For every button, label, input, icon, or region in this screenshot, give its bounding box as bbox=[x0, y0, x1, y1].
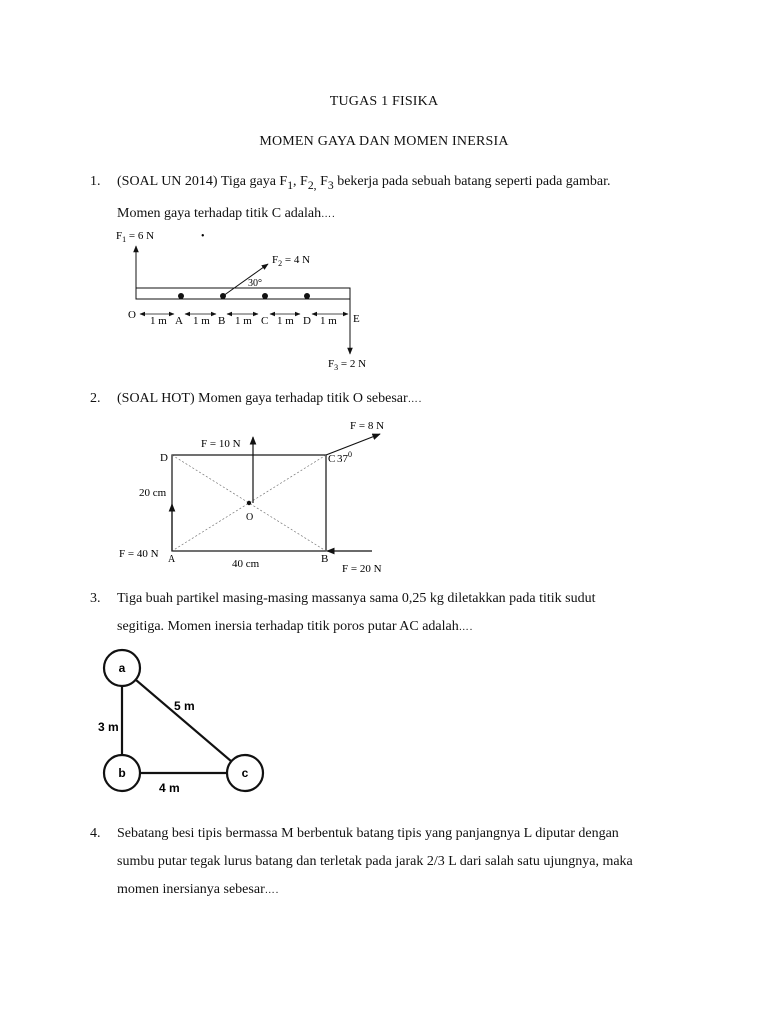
side-ac bbox=[122, 668, 245, 773]
ellipsis: …. bbox=[458, 622, 474, 633]
text-run: Momen gaya terhadap titik C adalah bbox=[117, 205, 322, 221]
center-label: O bbox=[246, 512, 254, 523]
document-subtitle: MOMEN GAYA DAN MOMEN INERSIA bbox=[259, 134, 509, 149]
segment-label: 1 m bbox=[320, 315, 337, 327]
point-label-c: C bbox=[261, 315, 269, 327]
question-line bbox=[117, 168, 690, 200]
segment-label: 1 m bbox=[193, 315, 210, 327]
figure-rectangle-forces bbox=[115, 415, 405, 580]
point-label-o: O bbox=[128, 309, 136, 321]
force-label-corner: F = 8 N bbox=[350, 420, 385, 432]
document-title: TUGAS 1 FISIKA bbox=[329, 94, 439, 109]
question-2 bbox=[90, 385, 690, 414]
text-run: bekerja pada sebuah batang seperti pada gambar. bbox=[333, 174, 611, 189]
text-run: , F bbox=[293, 174, 308, 189]
height-label: 20 cm bbox=[139, 487, 167, 499]
ellipsis: …. bbox=[407, 394, 423, 405]
question-text bbox=[117, 820, 690, 905]
force-label-bottom: F = 20 N bbox=[342, 563, 382, 575]
point-a-dot bbox=[178, 293, 184, 299]
point-d-dot bbox=[304, 293, 310, 299]
question-line: sumbu putar tegak lurus batang dan terletak pada jarak 2/3 L dari salah satu ujungnya, maka bbox=[117, 854, 633, 869]
stray-mark: • bbox=[201, 231, 205, 242]
question-text bbox=[117, 385, 690, 414]
side-label-ab: 3 m bbox=[98, 720, 119, 734]
point-label-b: B bbox=[218, 315, 226, 327]
subscript: 3 bbox=[327, 178, 334, 192]
particle-label-c: c bbox=[241, 766, 249, 780]
segment-label: 1 m bbox=[277, 315, 294, 327]
point-label-e: E bbox=[353, 313, 360, 325]
question-line: Sebatang besi tipis bermassa M berbentuk batang tipis yang panjangnya L diputar dengan bbox=[117, 826, 619, 841]
question-number: 1. bbox=[90, 174, 101, 189]
text-run: momen inersianya sebesar bbox=[117, 882, 265, 897]
figure-beam-forces bbox=[110, 224, 410, 374]
angle-label: 30° bbox=[248, 278, 262, 289]
subscript: 2, bbox=[307, 178, 317, 192]
question-line: Tiga buah partikel masing-masing massanya sama 0,25 kg diletakkan pada titik sudut bbox=[117, 591, 596, 606]
side-label-bc: 4 m bbox=[159, 781, 180, 795]
point-label-d: D bbox=[303, 315, 311, 327]
question-text bbox=[117, 168, 690, 229]
question-4 bbox=[90, 820, 690, 905]
question-line bbox=[117, 613, 690, 642]
question-text bbox=[117, 585, 690, 642]
corner-label-c: C bbox=[328, 453, 336, 465]
force-arrow-corner bbox=[326, 434, 380, 455]
force-label-top: F = 10 N bbox=[201, 438, 241, 450]
question-1 bbox=[90, 168, 690, 229]
question-number: 4. bbox=[90, 826, 101, 841]
question-number: 3. bbox=[90, 591, 101, 606]
segment-label: 1 m bbox=[235, 315, 252, 327]
width-label: 40 cm bbox=[232, 558, 260, 570]
question-number: 2. bbox=[90, 391, 101, 406]
corner-label-b: B bbox=[321, 553, 329, 565]
subscript: 1 bbox=[287, 178, 294, 192]
segment-label: 1 m bbox=[150, 315, 167, 327]
text-run: (SOAL HOT) Momen gaya terhadap titik O sebesar bbox=[117, 391, 408, 406]
angle-label: $37^0$ bbox=[337, 450, 352, 465]
ellipsis: …. bbox=[321, 208, 336, 220]
text-run: F bbox=[316, 174, 328, 189]
figure-triangle-particles bbox=[90, 645, 280, 800]
center-point bbox=[247, 501, 251, 505]
beam bbox=[136, 288, 350, 299]
force-label-left: F = 40 N bbox=[119, 548, 159, 560]
side-label-ac: 5 m bbox=[174, 699, 195, 713]
text-run: (SOAL UN 2014) Tiga gaya F bbox=[117, 174, 288, 189]
force-label-f2: $F_2 = 4$ N bbox=[272, 254, 311, 268]
force-label-f1: $F_1 = 6$ N bbox=[116, 230, 155, 244]
question-3 bbox=[90, 585, 690, 642]
ellipsis: …. bbox=[264, 885, 280, 896]
particle-label-b: b bbox=[118, 766, 126, 780]
point-label-a: A bbox=[175, 315, 183, 327]
corner-label-d: D bbox=[160, 452, 168, 464]
particle-label-a: a bbox=[118, 661, 126, 675]
point-c-dot bbox=[262, 293, 268, 299]
corner-label-a: A bbox=[168, 554, 176, 565]
force-label-f3: $F_3 = 2$ N bbox=[328, 358, 367, 372]
text-run: segitiga. Momen inersia terhadap titik poros putar AC adalah bbox=[117, 619, 459, 634]
question-line bbox=[117, 876, 690, 905]
